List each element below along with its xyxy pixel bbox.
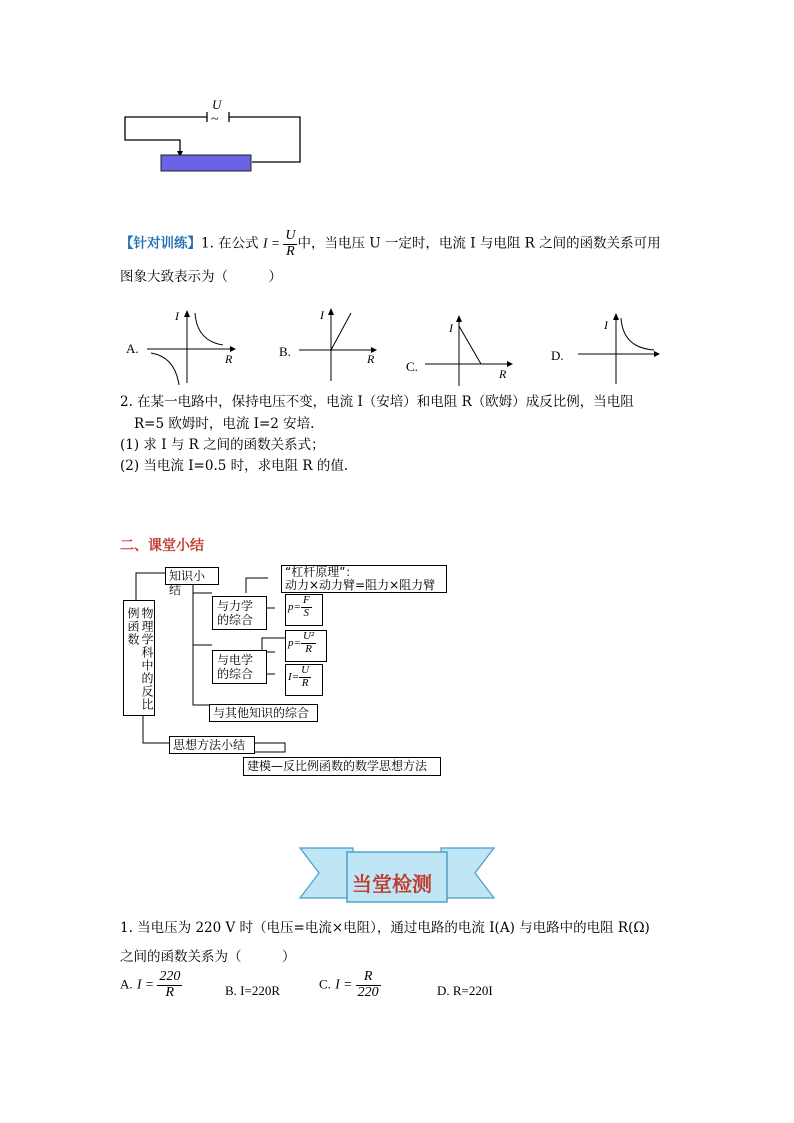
modeling-node: 建模—反比例函数的数学思想方法 xyxy=(243,757,441,776)
power-formula-node: p= $\frac{\text{U²}}{R}$ xyxy=(285,630,327,662)
training-q2-sub2: (2) 当电流 I=0.5 时，求电阻 R 的值. xyxy=(120,458,349,474)
svg-text:R: R xyxy=(225,352,233,366)
check-option-b: B. I=220R xyxy=(225,983,281,998)
svg-text:I: I xyxy=(604,318,608,332)
svg-text:I: I xyxy=(449,321,453,335)
q1-formula-fraction: $\frac{U}{R}$ xyxy=(285,228,296,259)
training-q1-prefix: 1. 在公式 xyxy=(201,235,259,252)
method-summary-node: 思想方法小结 xyxy=(169,736,255,754)
pressure-formula-node: p= $\frac{F}{S}$ xyxy=(285,594,323,626)
option-d-graph xyxy=(570,310,665,390)
training-q1-suffix: 中，当电压 U 一定时，电流 I 与电阻 R 之间的函数关系可用 xyxy=(297,235,661,252)
current-formula-node: I= $\frac{U}{R}$ xyxy=(285,664,323,696)
svg-text:R: R xyxy=(499,367,507,381)
q1-formula-lhs: I xyxy=(262,235,268,251)
training-q2-sub1: (1) 求 I 与 R 之间的函数关系式； xyxy=(120,437,325,453)
check-option-a: A. I = $\frac{220}{R}$ xyxy=(120,969,181,1000)
resistor-bar xyxy=(161,155,251,171)
ac-symbol: ~ xyxy=(211,112,219,127)
check-q1-line2: 之间的函数关系为（ ） xyxy=(120,949,296,965)
option-b-label: B. xyxy=(279,344,291,359)
voltage-label: U xyxy=(212,97,222,112)
option-d-label: D. xyxy=(551,348,564,363)
mindmap-root-left: 例函数 xyxy=(126,607,140,646)
training-q1-line1: 【针对训练】1. 在公式 I = $\frac{U}{R}$ 中，当电压 U 一定时，电流 I 与电阻 R 之间的函数关系可用 xyxy=(120,228,661,259)
mindmap-root xyxy=(123,600,155,716)
check-option-c: C. I = $\frac{R}{220}$ xyxy=(319,969,379,1000)
electrics-node: 与电学的综合 xyxy=(212,650,267,684)
option-b-graph xyxy=(295,305,385,385)
circuit-diagram xyxy=(115,95,315,180)
check-option-d: D. R=220I xyxy=(437,983,493,998)
option-c-graph xyxy=(425,312,520,392)
lever-principle-node: “杠杆原理”： 动力×动力臂=阻力×阻力臂 xyxy=(281,565,447,593)
mindmap-root-right: 物理学科中的反比 xyxy=(140,607,154,711)
other-knowledge-node: 与其他知识的综合 xyxy=(209,704,318,722)
svg-text:R: R xyxy=(367,352,375,366)
option-a-label: A. xyxy=(126,341,139,356)
mechanics-node: 与力学的综合 xyxy=(212,596,267,630)
training-q2-line2: R=5 欧姆时，电流 I=2 安培. xyxy=(134,416,315,432)
training-label: 【针对训练】 xyxy=(120,235,201,252)
option-c-label: C. xyxy=(406,359,418,374)
summary-title: 二、课堂小结 xyxy=(120,538,204,554)
training-q1-line2: 图象大致表示为（ ） xyxy=(120,269,282,285)
training-q2-line1: 2. 在某一电路中，保持电压不变，电流 I（安培）和电阻 R（欧姆）成反比例，当电阻 xyxy=(120,394,634,410)
option-a-graph xyxy=(145,305,240,385)
check-banner-title: 当堂检测 xyxy=(352,872,432,896)
svg-text:I: I xyxy=(175,309,179,323)
check-q1-line1: 1. 当电压为 220 V 时（电压=电流×电阻），通过电路的电流 I(A) 与电路中的电阻 R(Ω) xyxy=(120,920,650,936)
svg-text:I: I xyxy=(320,308,324,322)
knowledge-summary-node: 知识小结 xyxy=(165,567,219,585)
